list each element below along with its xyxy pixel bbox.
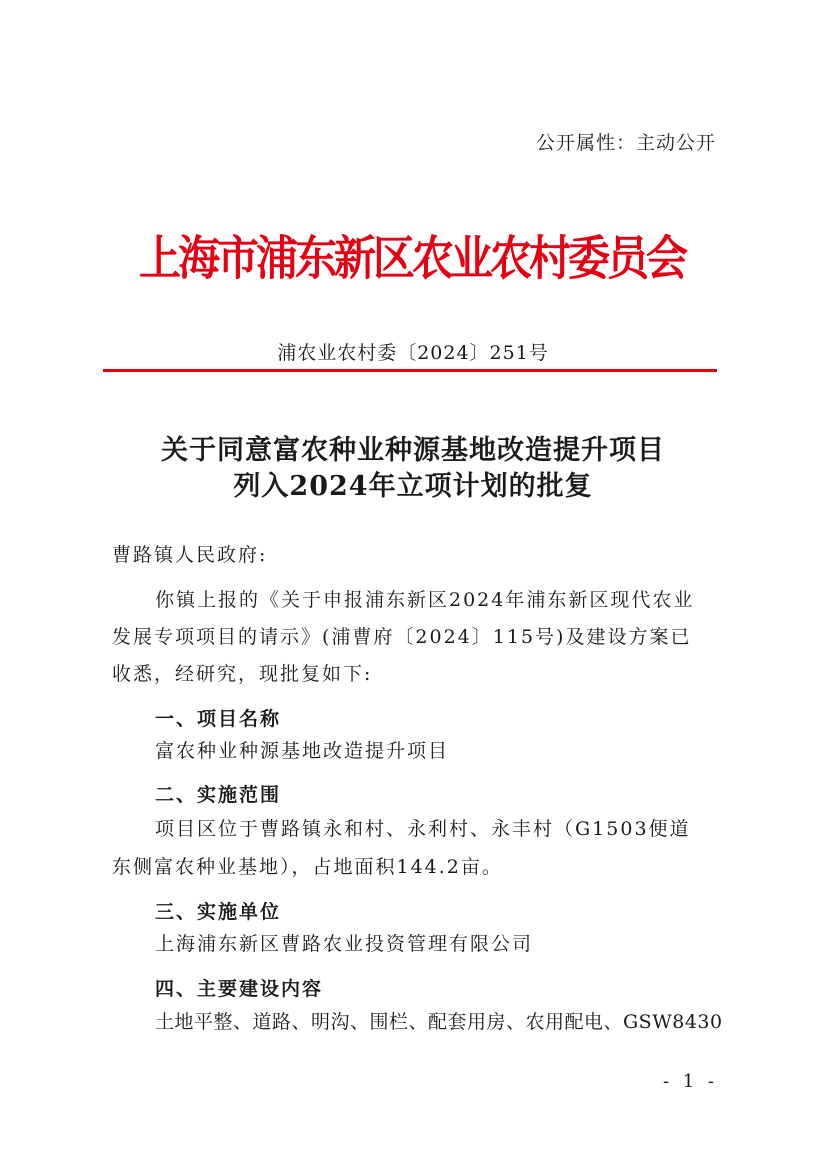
- intro-paragraph-line-3: 收悉，经研究，现批复如下:: [112, 663, 373, 685]
- section-text-construction-content: 土地平整、道路、明沟、围栏、配套用房、农用配电、GSW8430: [155, 1011, 723, 1033]
- intro-paragraph-line-2: 发展专项项目的请示》(浦曹府〔2024〕115号)及建设方案已: [112, 626, 692, 648]
- page-number: - 1 -: [662, 1071, 718, 1092]
- salutation: 曹路镇人民政府:: [112, 544, 268, 566]
- section-text-scope-line-1: 项目区位于曹路镇永和村、永利村、永丰村（G1503便道: [155, 818, 691, 840]
- section-text-implementing-unit: 上海浦东新区曹路农业投资管理有限公司: [155, 933, 534, 955]
- red-header-rule: [103, 369, 717, 372]
- issuing-organization-title: 上海市浦东新区农业农村委员会: [138, 230, 685, 286]
- section-text-project-name: 富农种业种源基地改造提升项目: [155, 740, 450, 762]
- section-text-scope-line-2: 东侧富农种业基地），占地面积144.2亩。: [112, 856, 503, 878]
- section-heading-scope: 二、实施范围: [155, 784, 282, 806]
- intro-paragraph-line-1: 你镇上报的《关于申报浦东新区2024年浦东新区现代农业: [155, 589, 695, 611]
- disclosure-attribute: 公开属性：主动公开: [535, 132, 716, 154]
- document-title-line-1: 关于同意富农种业种源基地改造提升项目: [161, 435, 665, 466]
- document-title-line-2: 列入2024年立项计划的批复: [233, 471, 593, 502]
- section-heading-project-name: 一、项目名称: [155, 708, 282, 730]
- section-heading-construction-content: 四、主要建设内容: [155, 978, 324, 1000]
- section-heading-implementing-unit: 三、实施单位: [155, 901, 282, 923]
- document-number: 浦农业农村委〔2024〕251号: [277, 342, 549, 364]
